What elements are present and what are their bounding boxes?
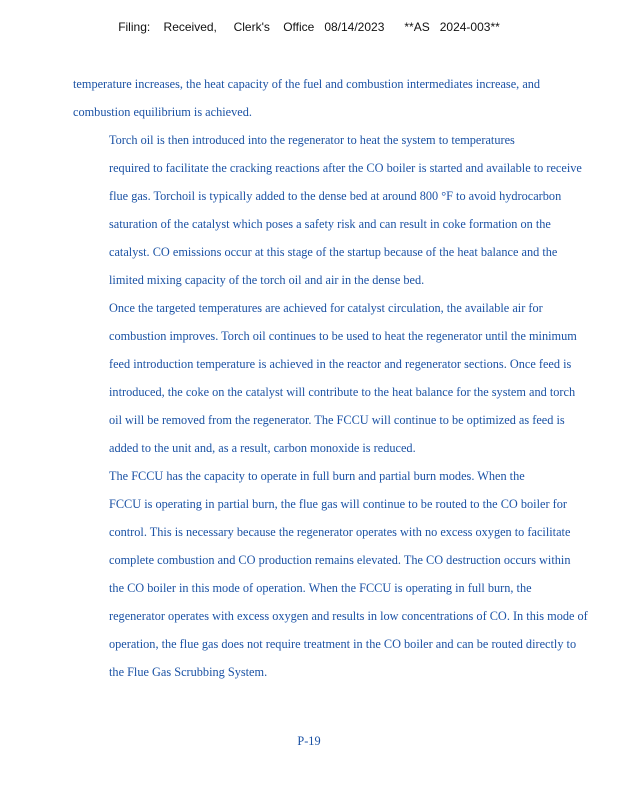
text-line: catalyst. CO emissions occur at this stage of the startup because of the heat balance and the <box>109 245 558 259</box>
text-line: the CO boiler in this mode of operation. When the FCCU is operating in full burn, the <box>109 581 532 595</box>
text-line: feed introduction temperature is achieved in the reactor and regenerator sections. Once feed is <box>109 357 572 371</box>
text-line: oil will be removed from the regenerator. The FCCU will continue to be optimized as feed is <box>109 413 565 427</box>
text-line: Once the targeted temperatures are achieved for catalyst circulation, the available air for <box>109 301 543 315</box>
text-line: flue gas. Torchoil is typically added to the dense bed at around 800 °F to avoid hydrocarbon <box>109 189 562 203</box>
paragraph-2 <box>73 126 601 294</box>
page-number: P-19 <box>297 734 321 748</box>
text-line: The FCCU has the capacity to operate in full burn and partial burn modes. When the <box>109 469 525 483</box>
paragraph-4 <box>73 462 601 686</box>
text-line: Torch oil is then introduced into the regenerator to heat the system to temperatures <box>109 133 515 147</box>
text-line: limited mixing capacity of the torch oil and air in the dense bed. <box>109 273 425 287</box>
text-line: control. This is necessary because the regenerator operates with no excess oxygen to facilitate <box>109 525 571 539</box>
text-line: FCCU is operating in partial burn, the flue gas will continue to be routed to the CO boiler for <box>109 497 567 511</box>
text-line: temperature increases, the heat capacity of the fuel and combustion intermediates increase, and <box>73 77 541 91</box>
text-line: required to facilitate the cracking reactions after the CO boiler is started and available to receive <box>109 161 582 175</box>
text-line: introduced, the coke on the catalyst will contribute to the heat balance for the system and torch <box>109 385 576 399</box>
paragraph-3 <box>73 294 601 462</box>
text-line: added to the unit and, as a result, carbon monoxide is reduced. <box>109 441 416 455</box>
paragraph-1 <box>73 70 601 126</box>
filing-header: Filing: Received, Clerk's Office 08/14/2023 **AS 2024-003** <box>118 20 500 34</box>
text-line: operation, the flue gas does not require treatment in the CO boiler and can be routed directly to <box>109 637 577 651</box>
text-line: complete combustion and CO production remains elevated. The CO destruction occurs within <box>109 553 571 567</box>
text-line: combustion improves. Torch oil continues to be used to heat the regenerator until the minimum <box>109 329 577 343</box>
text-line: combustion equilibrium is achieved. <box>73 105 252 119</box>
text-line: regenerator operates with excess oxygen and results in low concentrations of CO. In this mode of <box>109 609 588 623</box>
text-line: the Flue Gas Scrubbing System. <box>109 665 268 679</box>
body-text <box>73 70 601 686</box>
text-line: saturation of the catalyst which poses a safety risk and can result in coke formation on the <box>109 217 551 231</box>
